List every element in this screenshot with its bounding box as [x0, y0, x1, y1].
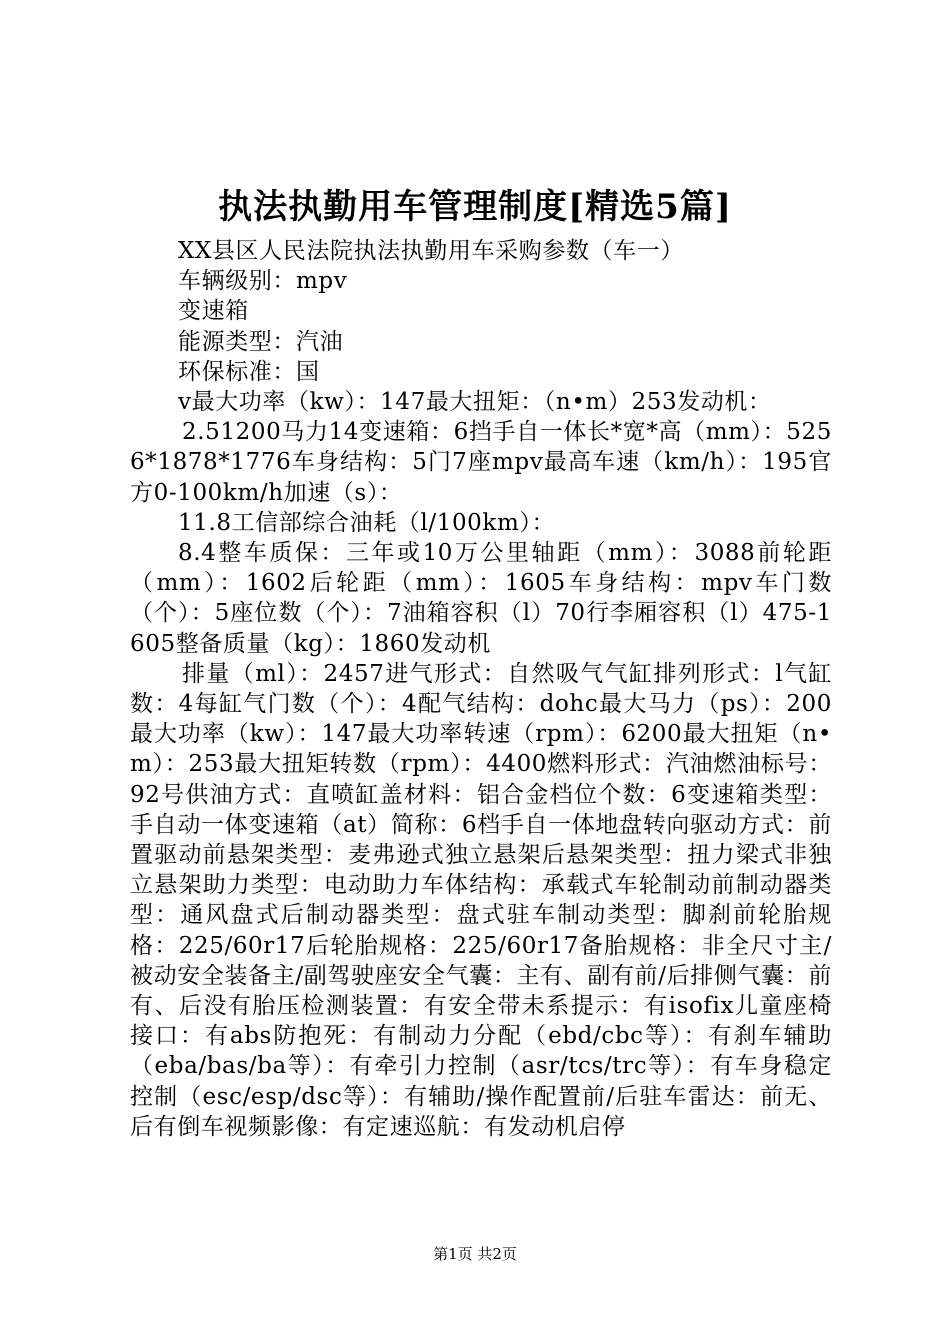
document-title: 执法执勤用车管理制度[精选5篇]	[218, 187, 732, 227]
paragraph-vehicle-class: 车辆级别：mpv	[178, 268, 348, 295]
paragraph-court-heading: XX县区人民法院执法执勤用车采购参数（车一）	[178, 238, 684, 264]
page-footer: 第1页 共2页	[433, 1245, 517, 1263]
document-body	[130, 236, 832, 1142]
paragraph-gearbox: 变速箱	[178, 298, 249, 325]
paragraph-max-power: v最大功率（kw）：147最大扭矩：（n•m）253发动机：	[178, 389, 772, 416]
paragraph-energy-type: 能源类型：汽油	[178, 328, 344, 355]
paragraph-engine-config: 排量（ml）：2457进气形式：自然吸气气缸排列形式：l气缸数：4每缸气门数（个）：4配气结构：dohc最大马力（ps）：200最大功率（kw）：147最大功率转速（rpm）：6200最大扭矩（n•m）：253最大扭矩转数（rpm）：4400燃料形式：汽油燃油标号：92号供油方式：直喷缸盖材料：铝合金档位个数：6变速箱类型：手自动一体变速箱（at）简称：6档手自一体地盘转向驱动方式：前置驱动前悬架类型：麦弗逊式独立悬架后悬架类型：扭力梁式非独立悬架助力类型：电动助力车体结构：承载式车轮制动前制动器类型：通风盘式后制动器类型：盘式驻车制动类型：脚刹前轮胎规格：225/60r17后轮胎规格：225/60r17备胎规格：非全尺寸主/被动安全装备主/副驾驶座安全气囊：主有、副有前/后排侧气囊：前有、后没有胎压检测装置：有安全带未系提示：有isofix儿童座椅接口：有abs防抱死：有制动力分配（ebd/cbc等）：有刹车辅助（eba/bas/ba等）：有牵引力控制（asr/tcs/trc等）：有车身稳定控制（esc/esp/dsc等）：有辅助/操作配置前/后驻车雷达：前无、后有倒车视频影像：有定速巡航：有发动机启停	[130, 660, 832, 1140]
paragraph-warranty-specs: 8.4整车质保：三年或10万公里轴距（mm）：3088前轮距（mm）：1602后轮距（mm）：1605车身结构：mpv车门数（个）：5座位数（个）：7油箱容积（l）70行李厢容积（l）475-1605整备质量（kg）：1860发动机	[130, 540, 832, 657]
paragraph-fuel-consumption: 11.8工信部综合油耗（l/100km）：	[178, 509, 556, 536]
paragraph-emission-standard: 环保标准：国	[178, 358, 320, 385]
paragraph-engine-dimensions: 2.51200马力14变速箱：6挡手自一体长*宽*高（mm）：5256*1878*1776车身结构：5门7座mpv最高车速（km/h）：195官方0-100km/h加速（s）：	[130, 419, 832, 506]
